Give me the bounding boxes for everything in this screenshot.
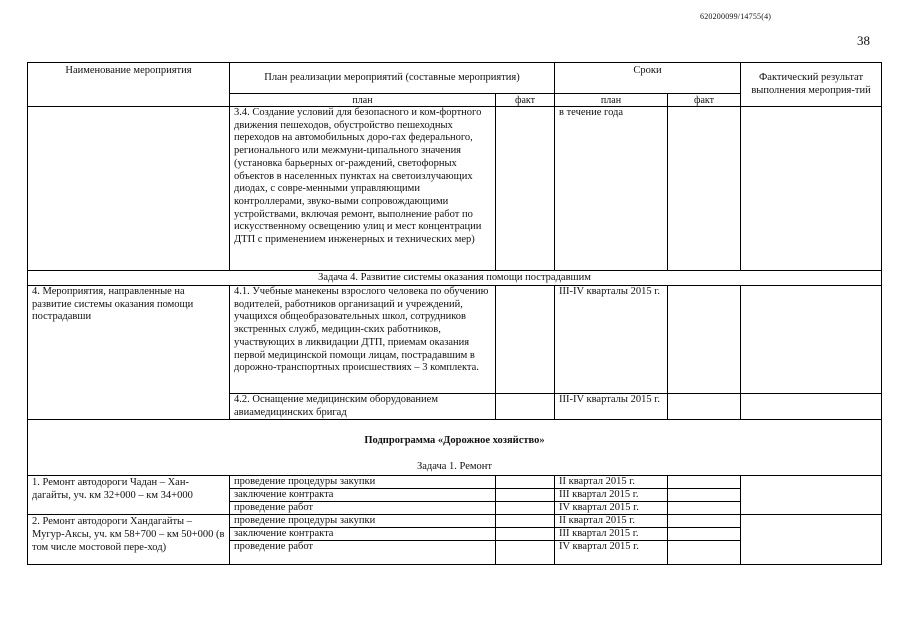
header-sub-plan: план [230,94,496,107]
subprogram-header [28,420,882,476]
cell-fact [496,286,555,394]
cell-term-fact [668,541,741,565]
road-2-name: 2. Ремонт автодороги Хандагайты – Мугур-Аксы, уч. км 58+700 – км 50+000 (в том числе мостовой пере-ход) [28,515,230,565]
measures-table [27,62,882,565]
header-plan-implementation: План реализации мероприятий (составные мероприятия) [230,63,555,94]
header-name: Наименование мероприятия [28,63,230,107]
road-1-step-plan: заключение контракта [230,489,496,502]
cell-term-fact [668,489,741,502]
cell-term-fact [668,394,741,420]
cell-term-fact [668,515,741,528]
subprogram-task: Задача 1. Ремонт [416,461,493,473]
cell-fact [496,476,555,489]
cell-term-fact [668,286,741,394]
road-1-step-term: II квартал 2015 г. [555,476,668,489]
cell-fact [496,489,555,502]
road-1-step-term: IV квартал 2015 г. [555,502,668,515]
cell-term-fact [668,502,741,515]
cell-result [741,107,882,271]
road-2-step-term: III квартал 2015 г. [555,528,668,541]
cell-result [741,286,882,394]
road-1-name: 1. Ремонт автодороги Чадан – Хан-дагайты, уч. км 32+000 – км 34+000 [28,476,230,515]
cell-result [741,394,882,420]
cell-plan: 3.4. Создание условий для безопасного и ком-фортного движения пешеходов, обустройство пешеходных переходов на автомобильных доро-гах федерального, регионального или межмуни-ципального значения (установка барьерных ог-раждений, светофорных объектов в населенных пунктах на светоизлучающих диодах, с совре-менными управляющими контроллерами, звуко-выми сопровождающими устройствами, включая ремонт, выполнение работ по искусственному освещению улиц и мест концентрации ДТП с применением инженерных и технических мер) [230,107,496,271]
header-sub-fact: факт [496,94,555,107]
cell-term-plan: в течение года [555,107,668,271]
table-row [28,476,882,489]
road-1-step-term: III квартал 2015 г. [555,489,668,502]
cell-term-fact [668,476,741,489]
cell-name [28,107,230,271]
document-code: 620200099/14755(4) [700,12,772,21]
road-2-step-plan: заключение контракта [230,528,496,541]
table-row [28,286,882,394]
measure-4-1-text: 4.1. Учебные манекены взрослого человека по обучению водителей, работников организаций и учреждений, учащихся общеобразовательных школ, сотрудников экстренных служб, медицин-ских работников, участвующих в ликвидации ДТП, приемам оказания первой медицинской помощи лицам, пострадавшим в дорожно-транспортных происшествиях – 3 комплекта. [230,286,496,394]
page-number: 38 [857,33,870,48]
table-row [28,515,882,528]
measure-4-1-term: III-IV кварталы 2015 г. [555,286,668,394]
measure-4-name: 4. Мероприятия, направленные на развитие системы оказания помощи пострадавши [28,286,230,420]
cell-term-fact [668,107,741,271]
table-row [28,107,882,271]
task-4-title: Задача 4. Развитие системы оказания помощи пострадавшим [28,271,882,286]
table-row [28,420,882,476]
measure-4-2-term: III-IV кварталы 2015 г. [555,394,668,420]
header-sub-terms-fact: факт [668,94,741,107]
road-1-step-plan: проведение процедуры закупки [230,476,496,489]
cell-fact [496,515,555,528]
cell-fact [496,528,555,541]
header-result: Фактический результат выполнения мероприя-тий [741,63,882,107]
road-1-step-plan: проведение работ [230,502,496,515]
road-2-step-term: IV квартал 2015 г. [555,541,668,565]
cell-fact [496,394,555,420]
measure-4-2-text: 4.2. Оснащение медицинским оборудованием авиамедицинских бригад [230,394,496,420]
header-sub-terms-plan: план [555,94,668,107]
cell-term-fact [668,528,741,541]
table-row [28,271,882,286]
subprogram-title: Подпрограмма «Дорожное хозяйство» [364,435,545,447]
road-2-step-term: II квартал 2015 г. [555,515,668,528]
cell-fact [496,502,555,515]
header-terms: Сроки [555,63,741,94]
cell-result [741,476,882,515]
road-2-step-plan: проведение процедуры закупки [230,515,496,528]
cell-fact [496,107,555,271]
cell-fact [496,541,555,565]
cell-result [741,515,882,565]
road-2-step-plan: проведение работ [230,541,496,565]
